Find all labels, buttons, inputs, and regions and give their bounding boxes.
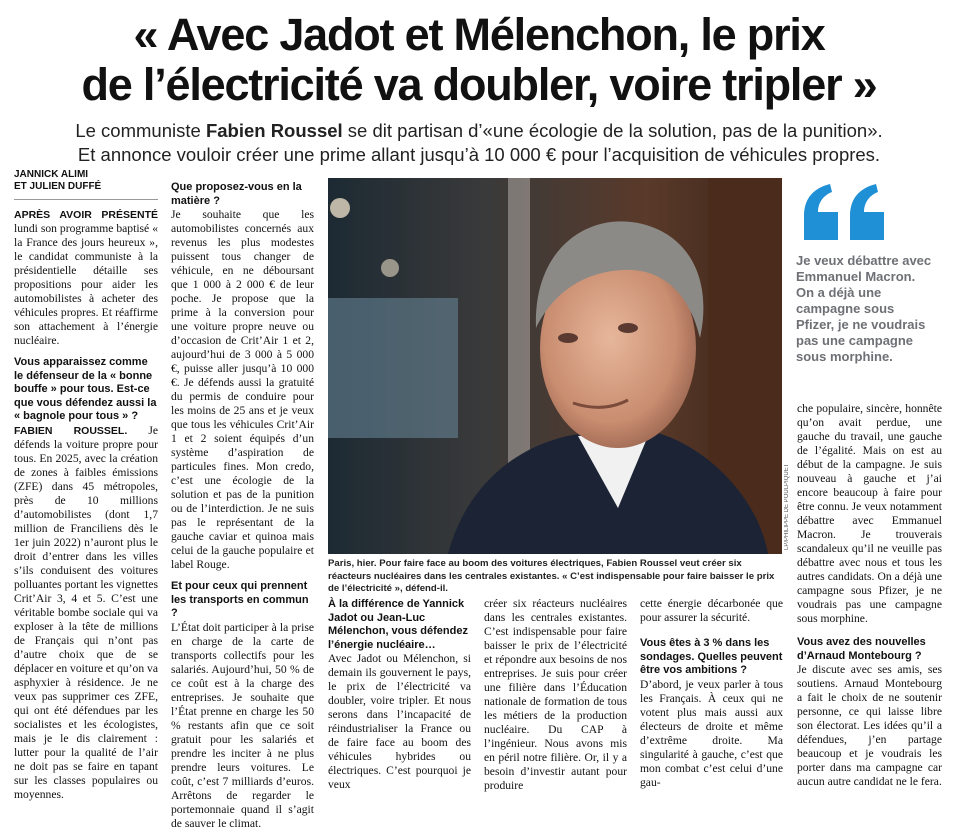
column-6	[797, 402, 942, 789]
photo-caption: Paris, hier. Pour faire face au boom des voitures électriques, Fabien Roussel veut créer six réacteurs nucléaires dans les centrales existantes. « C’est indispensable pour faire baisser le prix de l’électricité », défend-il.	[328, 558, 775, 594]
answer-text: Je défends la voiture propre pour tous. En 2025, avec la création de zones à faibles émissions (ZFE) dans 45 métropoles, près de 10 millions d’automobilistes (dont 1,7 million de Franciliens dès le 1er juin 2022) n’auront plus le droit d’entrer dans les villes s’ils conduisent des voitures polluantes portant les vignettes Crit’Air 3, 4 et 5. C’est une véritable bombe sociale qui va exploser à la tête de millions de Français qui n’ont pas d’autre choix que de se déplacer en voiture et qu’on va asphyxier à résidence. Je ne veux pas supprimer ces ZFE, qui ont été défendues par les socialistes et les écologistes, mais je le dis clairement : lutter pour la qualité de l’air ne doit pas se faire en tapant sur les classes populaires ou moyennes.	[14, 423, 158, 801]
question-montebourg: Vous avez des nouvelles d’Arnaud Montebourg ?	[797, 636, 926, 662]
column-2	[171, 181, 314, 831]
answer-transports: L’État doit participer à la prise en charge de la carte de transports collectifs pour les salariés. Aujourd’hui, 50 % de ce coût est à la charge des entreprises. Je souhaite que l’État prenne en charge les 50 % restants afin que ce soit gratuit pour les salariés et prendre les inciter à ne plus prendre leurs voitures. Le coût, c’est 7 milliards d’euros. Arrêtons de regarder le portemonnaie quand il s’agit de sauver le climat.	[171, 620, 314, 830]
headline-line-2: de l’électricité va doubler, voire tripler »	[81, 59, 877, 110]
question-bonne-bouffe: Vous apparaissez comme le défenseur de la « bonne bouffe » pour tous. Est-ce que vous défendez aussi la « bagnole pour tous » ?	[14, 356, 157, 422]
answer-reacteurs: créer six réacteurs nucléaires dans les centrales existantes. C’est indispensable pour faire baisser le prix de l’électricité et répondre aux besoins de nos entreprises. Je suis pour créer une filière dans l’Éducation nationale de formation de tous les métiers de la production nucléaire. Du CAP à l’ingénieur. Nous avons mis en péril notre filière. Or, il y a besoin d’investir autant pour produire	[484, 597, 627, 792]
question-transports: Et pour ceux qui prennent les transports en commun ?	[171, 580, 309, 619]
byline-author-2: ET JULIEN DUFFÉ	[14, 181, 102, 192]
portrait-illustration	[328, 178, 782, 554]
byline-rule	[14, 199, 158, 200]
pull-quote-text: Je veux débattre avec Emmanuel Macron. On a déjà une campagne sous Pfizer, je ne voudrais pas une campagne sous morphine.	[796, 253, 932, 364]
answer-montebourg: Je discute avec ses amis, ses soutiens. Arnaud Montebourg a fait le choix de ne soutenir personne, ce qui laisse libre son électorat. Les idées qu’il a défendues, j’en partage beaucoup et je voudrais les porter dans ma campagne car aucun autre candidat ne le fera.	[797, 663, 942, 788]
answer-ambitions: D’abord, je veux parler à tous les Français. À ceux qui ne votent plus mais aussi aux électeurs de droite et même d’extrême droite. Ma singularité à gauche, c’est que mon combat c’est celui d’une gau-	[640, 677, 783, 789]
question-sondages: Vous êtes à 3 % dans les sondages. Quelles peuvent être vos ambitions ?	[640, 637, 783, 676]
intro-lead: APRÈS AVOIR PRÉSENTÉ	[14, 209, 158, 221]
subhead-pre: Le communiste	[75, 120, 206, 141]
subheadline	[0, 119, 958, 167]
answer-securite: cette énergie décarbonée que pour assurer la sécurité.	[640, 597, 783, 624]
question-nucleaire: À la différence de Yannick Jadot ou Jean-Luc Mélenchon, vous défendez l’énergie nucléaire…	[328, 598, 468, 651]
answer-voiture-propre	[14, 424, 158, 802]
byline-author-1: JANNICK ALIMI	[14, 169, 89, 180]
answer-prime: Je souhaite que les automobilistes concernés aux revenus les plus modestes puissent tous changer de véhicule, en ne déboursant que 1 000 à 2 000 € de leur poche. Je propose que la prime à la conversion pour une voiture propre neuve ou d’occasion de Crit’Air 1 et 2, aujourd’hui de 3 000 à 5 000 €, puisse aller jusqu’à 10 000 €. Je défends aussi la gratuité du permis de conduire pour les moins de 25 ans et je veux que tous les véhicules Crit’Air 1 et 2 soient équipés d’un système d’aspiration de particules fines. Mon credo, c’est une écologie de la solution et pas de la punition ou de l’interdiction. Je ne suis pas le représentant de la gauche caviar et quinoa mais celui de la gauche populaire et label Rouge.	[171, 208, 314, 571]
intro-text: lundi son programme baptisé « la France des jours heureux », le candidat communiste à la présidentielle détaille ses propositions pour aider les automobilistes à acheter des véhicules propres. Et réaffirme son attachement à l’énergie nucléaire.	[14, 222, 158, 347]
photo-credit: LP/PHILIPPE DE POULPIQUET	[784, 463, 790, 550]
subhead-post: se dit partisan d’«une écologie de la solution, pas de la punition».	[342, 120, 883, 141]
answer-gauche-populaire: che populaire, sincère, honnête qu’on avait perdue, une gauche du travail, une gauche de l’égalité. Mais on est au début de la campagne. Je suis nouveau à gauche et j’ai encore beaucoup à faire pour être connu. Je veux notamment débattre avec Emmanuel Macron. Je trouverais scandaleux qu’il ne veuille pas débattre avec nous et tous les autres candidats. On a déjà une campagne sous Pfizer, je ne voudrais pas une campagne sous morphine.	[797, 402, 942, 625]
article-photo	[328, 178, 782, 554]
column-4	[484, 597, 627, 793]
column-3	[328, 598, 471, 792]
intro-paragraph	[14, 208, 158, 348]
byline	[14, 169, 158, 193]
subhead-name: Fabien Roussel	[205, 120, 343, 141]
answer-nucleaire: Avec Jadot ou Mélenchon, si demain ils gouvernent le pays, le prix de l’électricité va doubler, voire tripler. Et nous serons dans l’incapacité de réindustrialiser la France ou de faire face au boom des véhicules hybrides ou électriques. C’est pourquoi je veux	[328, 652, 471, 791]
pull-quote	[796, 182, 936, 365]
speaker-label: FABIEN ROUSSEL.	[14, 424, 128, 437]
headline-line-1: « Avec Jadot et Mélenchon, le prix	[133, 9, 825, 60]
quote-mark-icon	[796, 182, 896, 242]
column-1	[14, 169, 158, 802]
headline	[0, 10, 958, 110]
subhead-line-2: Et annonce vouloir créer une prime allant jusqu’à 10 000 € pour l’acquisition de véhicules propres.	[77, 144, 881, 165]
question-proposez: Que proposez-vous en la matière ?	[171, 181, 302, 207]
column-5	[640, 597, 783, 790]
subhead-line-1	[0, 119, 958, 143]
